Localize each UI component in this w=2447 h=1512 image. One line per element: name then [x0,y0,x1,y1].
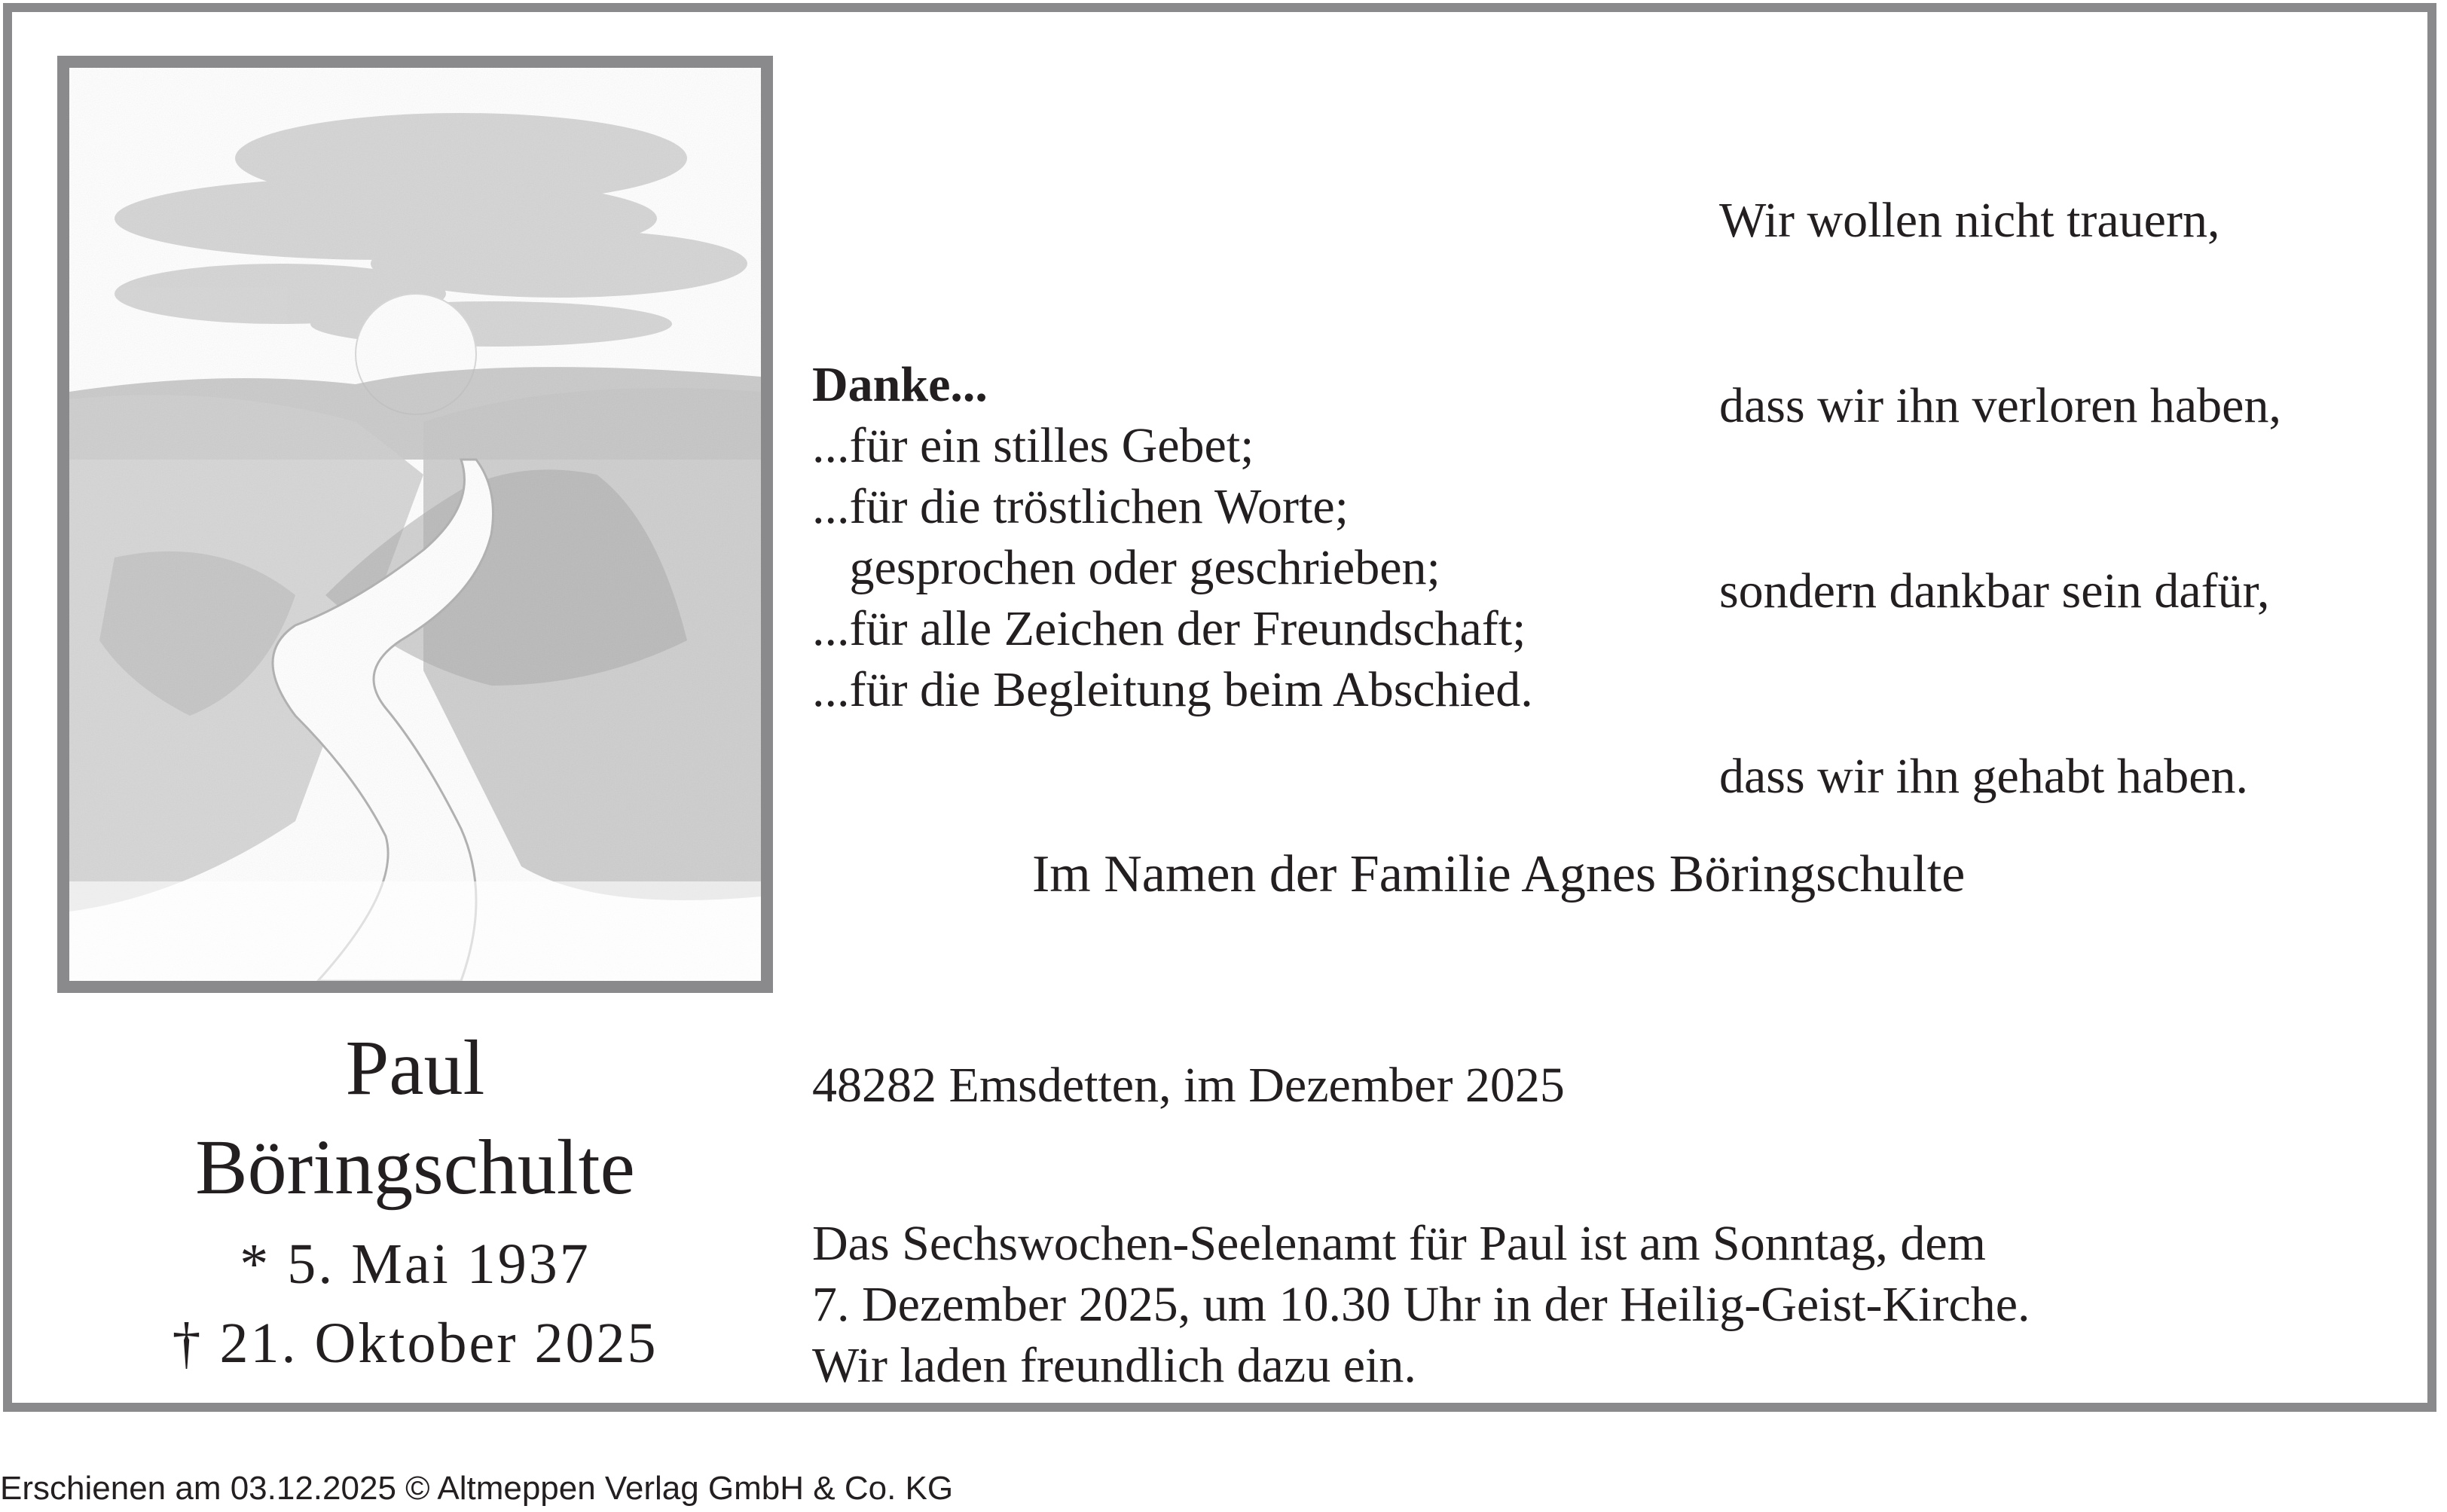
death-date: † 21. Oktober 2025 [172,1312,658,1375]
deceased-last-name: Böringschulte [195,1124,635,1211]
service-line: 7. Dezember 2025, um 10.30 Uhr in der Heilig-Geist-Kirche. [812,1277,2030,1332]
memorial-quote [1719,66,2281,869]
service-line: Das Sechswochen-Seelenamt für Paul ist am Sonntag, dem [812,1216,1986,1271]
thanks-line: gesprochen oder geschrieben; [812,540,1440,595]
thanks-heading: Danke... [812,357,988,412]
publication-footer: Erschienen am 03.12.2025 © Altmeppen Verlag GmbH & Co. KG [0,1470,954,1507]
service-info [812,1213,2030,1396]
service-line: Wir laden freundlich dazu ein. [812,1338,1416,1393]
quote-line: sondern dankbar sein dafür, [1719,564,2270,619]
thanks-line: ...für alle Zeichen der Freundschaft; [812,601,1526,656]
thanks-section [812,354,1533,720]
thanks-line: ...für die tröstlichen Worte; [812,479,1349,534]
quote-line: dass wir ihn verloren haben, [1719,378,2281,433]
thanks-line: ...für die Begleitung beim Abschied. [812,662,1533,717]
quote-line: dass wir ihn gehabt haben. [1719,749,2248,804]
quote-line: Wir wollen nicht trauern, [1719,193,2220,248]
thanks-line: ...für ein stilles Gebet; [812,418,1254,473]
place-date: 48282 Emsdetten, im Dezember 2025 [812,1058,1565,1113]
family-signature: Im Namen der Familie Agnes Böringschulte [1032,845,1966,903]
birth-date: * 5. Mai 1937 [240,1233,591,1296]
landscape-drawing-icon [57,56,773,993]
deceased-first-name: Paul [345,1025,485,1111]
